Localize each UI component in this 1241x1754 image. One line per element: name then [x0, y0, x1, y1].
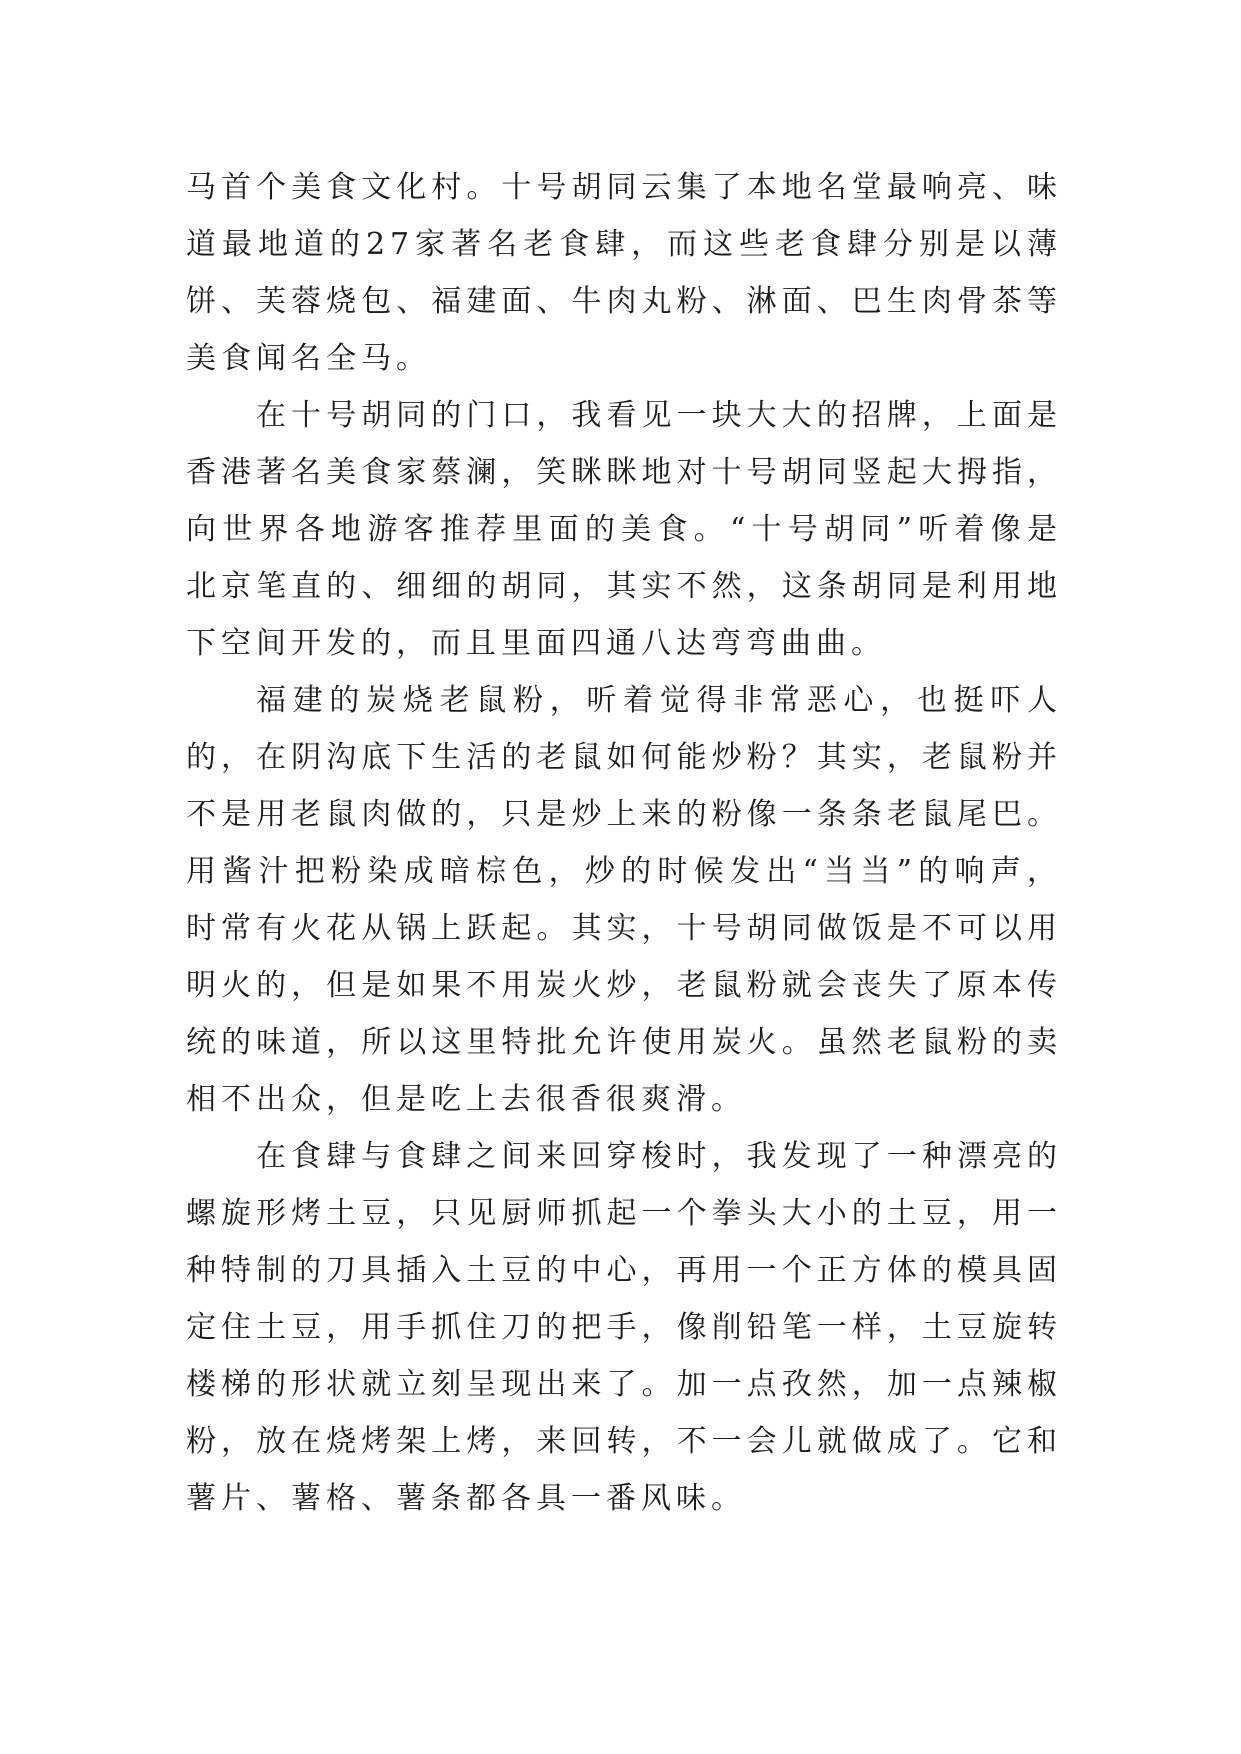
- paragraph-2: 在十号胡同的门口，我看见一块大大的招牌，上面是香港著名美食家蔡澜，笑眯眯地对十号胡同竖起大拇指，向世界各地游客推荐里面的美食。“十号胡同”听着像是北京笔直的、细细的胡同，其实不然，这条胡同是利用地下空间开发的，而且里面四通八达弯弯曲曲。: [186, 398, 1062, 661]
- paragraph-4: 在食肆与食肆之间来回穿梭时，我发现了一种漂亮的螺旋形烤土豆，只见厨师抓起一个拳头大小的土豆，用一种特制的刀具插入土豆的中心，再用一个正方体的模具固定住土豆，用手抓住刀的把手，像削铅笔一样，土豆旋转楼梯的形状就立刻呈现出来了。加一点孜然，加一点辣椒粉，放在烧烤架上烤，来回转，不一会儿就做成了。它和薯片、薯格、薯条都各具一番风味。: [186, 1139, 1062, 1516]
- document-body: [186, 159, 1062, 1527]
- paragraph-1: 马首个美食文化村。十号胡同云集了本地名堂最响亮、味道最地道的27家著名老食肆，而这些老食肆分别是以薄饼、芙蓉烧包、福建面、牛肉丸粉、淋面、巴生肉骨茶等美食闻名全马。: [186, 170, 1062, 376]
- paragraph-3: 福建的炭烧老鼠粉，听着觉得非常恶心，也挺吓人的，在阴沟底下生活的老鼠如何能炒粉？其实，老鼠粉并不是用老鼠肉做的，只是炒上来的粉像一条条老鼠尾巴。用酱汁把粉染成暗棕色，炒的时候发出“当当”的响声，时常有火花从锅上跃起。其实，十号胡同做饭是不可以用明火的，但是如果不用炭火炒，老鼠粉就会丧失了原本传统的味道，所以这里特批允许使用炭火。虽然老鼠粉的卖相不出众，但是吃上去很香很爽滑。: [186, 683, 1062, 1117]
